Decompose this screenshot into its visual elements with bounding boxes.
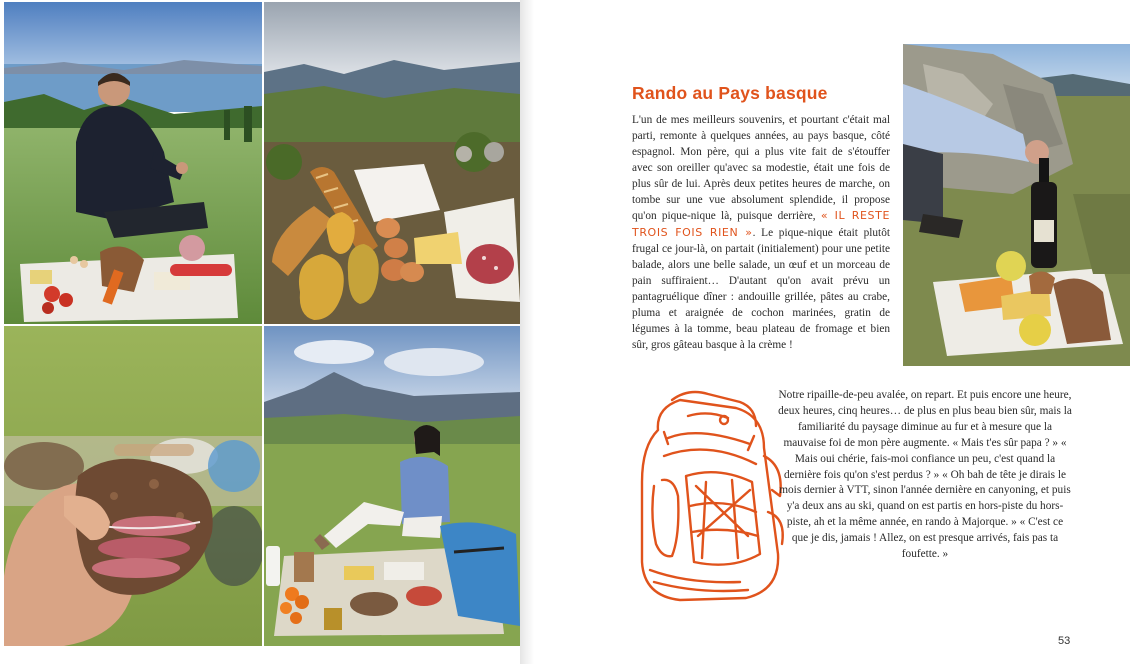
photo-hand-bread-slice	[4, 326, 262, 646]
photo-hiker-wine-cheese	[903, 44, 1130, 366]
page-number: 53	[1058, 635, 1071, 647]
photo-woman-picnic-hillside	[264, 326, 520, 646]
spine-shadow	[520, 0, 534, 664]
article-title: Rando au Pays basque	[632, 83, 828, 103]
photo-picnic-bread-pears	[264, 2, 520, 324]
left-page-photo-grid	[0, 0, 522, 664]
paragraph-1-start: L'un de mes meilleurs souvenirs, et pourtant c'était mal parti, remonte à quelques années, au pays basque, côté espagnol. Mon père, qui a plus vite fait de s'étouffer avec son oreiller qu'avec sa modestie, était une fois de plus sûr de lui. Après deux petites heures de marche, on tombe sur une vue absolument splendide, il propose qu'on pique-nique là, puisque derrière,	[632, 114, 890, 223]
photo-man-lake-view	[4, 2, 262, 324]
paragraph-1-end: . Le pique-nique était plutôt frugal ce jour-là, on partait (initialement) pour une petite balade, alors une belle salade, un œuf et un morceau de pain suffiraient… D'autant qu'on avait prévu un pantagruélique dîner : andouille grillée, pâtes au crabe, pluma et araignée de cochon marinées, gratin de légumes à la tomme, beau plateau de fromage et bien sûr, gros gâteau basque à la crème !	[632, 227, 890, 351]
article-paragraph-2: Notre ripaille-de-peu avalée, on repart. Et puis encore une heure, deux heures, cinq heures… de plus en plus beau bien sûr, mais la familiarité du paysage diminue au fur et à mesure que la mauvaise foi de mon père augmente. « Mais t'es sûr papa ? » « Mais oui chérie, fais-moi confiance un peu, c'est quand la dernière fois qu'on s'est perdus ? » « Oh bah de tête je dirais le mois dernier à VTT, sinon l'année dernière en canyoning, et puis y'a deux ans au ski, quand on est partis en hors-piste du hors-piste, ah et la même année, en rando à Majorque. » « C'est ce que je dis, jamais ! Allez, on est presque arrivés, fais pas ta foufette. »	[778, 389, 1072, 561]
article-paragraph-1	[632, 113, 890, 354]
backpack-illustration	[628, 386, 790, 608]
handwritten-quote: « IL RESTE TROIS FOIS RIEN »	[632, 209, 890, 240]
